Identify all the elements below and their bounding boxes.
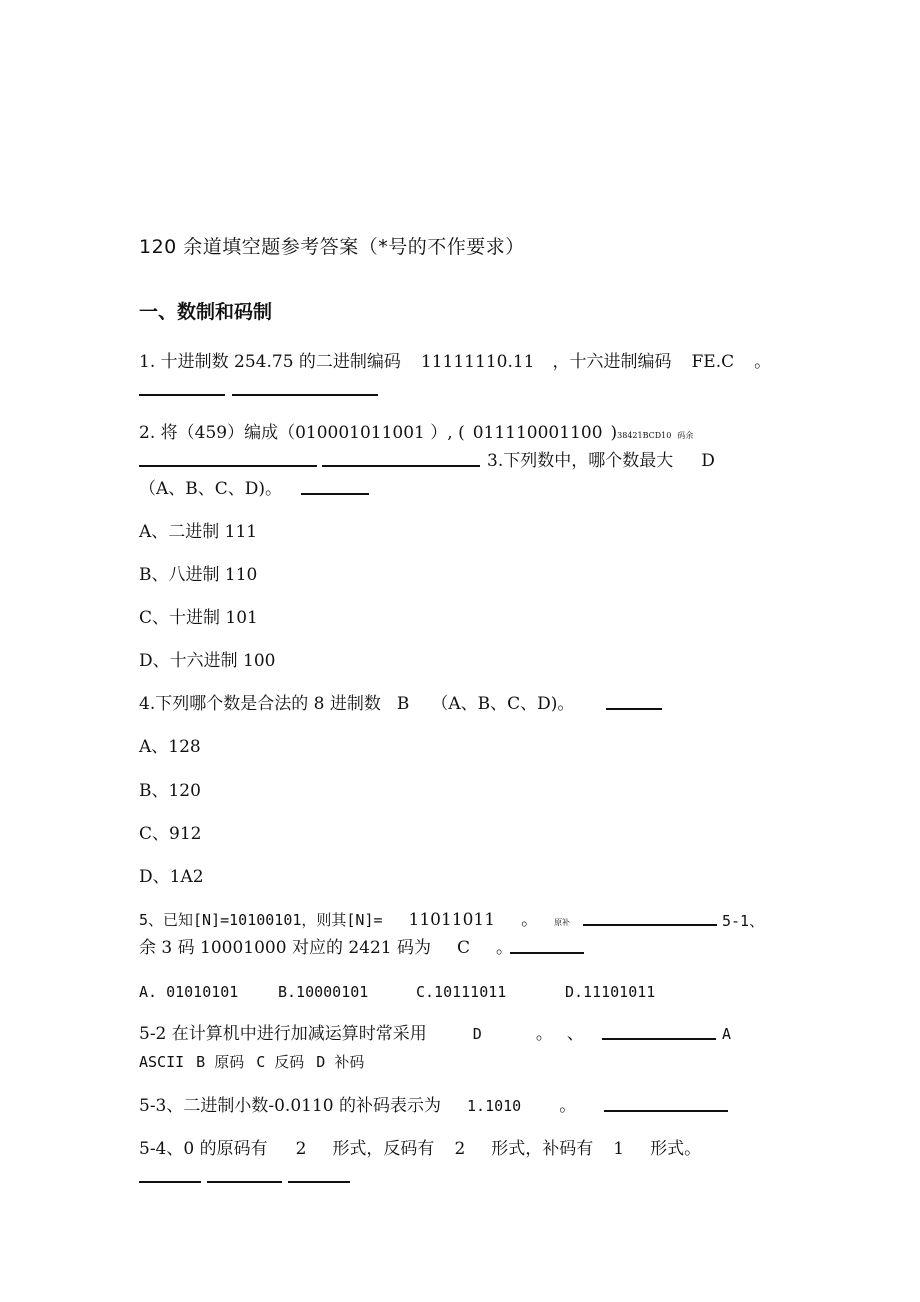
q5-2-option-d: D 补码 [316,1053,365,1071]
blank-underline [139,1181,201,1183]
q3-option-c: C、十进制 101 [139,608,258,628]
q1-text-2: ，十六进制编码 [552,352,672,372]
blank-underline [301,493,369,495]
q5-option-a: A. 01010101 [139,983,239,1001]
document-title: 120 余道填空题参考答案（*号的不作要求） [139,236,525,258]
q5-3-end: 。 [559,1096,577,1116]
q2-subscript: 38421BCD10 [617,431,672,440]
q5-2-option-b: B 原码 [196,1053,245,1071]
question-5 [139,909,570,934]
q3-option-b: B、八进制 110 [139,565,258,585]
q5-1-end: 。 [496,938,514,958]
q4-option-a: A、128 [139,737,201,757]
blank-underline [232,394,378,396]
blank-underline [606,708,662,710]
q3-choices [139,478,282,500]
q5-subscript: 原补 [554,918,571,927]
question-2 [139,422,693,447]
q4-text: 4.下列哪个数是合法的 8 进制数 [139,694,381,714]
q5-2-options [139,1051,364,1073]
q5-2-answer: D [472,1025,482,1043]
blank-underline [288,1181,350,1183]
blank-underline [583,924,717,926]
q2-subscript-2: 码余 [677,431,694,440]
q5-2-text: 5-2 在计算机中进行加减运算时常采用 [139,1024,427,1044]
q5-4-end: 形式。 [650,1139,702,1159]
q5-4-answer-3: 1 [613,1139,625,1159]
q5-4-text-3: 形式，补码有 [491,1139,594,1159]
q5-4-answer-1: 2 [295,1139,307,1159]
q1-answer-hex: FE.C [691,352,735,372]
q5-1-label: 5-1、 [722,912,765,930]
q1-end: 。 [754,352,772,372]
blank-underline [510,952,584,954]
question-5-2 [139,1023,584,1045]
q5-2-option-a: ASCII [139,1053,185,1071]
q4-choices: （A、B、C、D)。 [431,694,575,714]
q3-choices-text: （A、B、C、D)。 [139,479,283,499]
q4-option-d: D、1A2 [139,867,204,887]
q3-text: 3.下列数中，哪个数最大 [487,451,674,471]
q5-answer: 11011011 [408,910,496,930]
q5-2-end: 。 [535,1024,553,1044]
q5-3-answer: 1.1010 [467,1097,522,1115]
blank-underline [139,465,317,467]
q5-4-answer-2: 2 [454,1139,466,1159]
q2-text: 2. 将（459）编成（010001011001 ）, ( [139,423,465,443]
blank-underline [207,1181,282,1183]
q5-1-answer: C [457,938,471,958]
q1-text: 1. 十进制数 254.75 的二进制编码 [139,352,401,372]
q3-answer: D [701,451,715,471]
q5-3-text: 5-3、二进制小数-0.0110 的补码表示为 [139,1096,442,1116]
blank-underline [139,394,225,396]
q5-text: 5、已知[N]=10100101，则其[N]= [139,911,383,929]
section-heading: 一、数制和码制 [139,301,273,323]
blank-underline [602,1038,716,1040]
question-5-1 [139,937,513,959]
q5-2-option-c: C 反码 [256,1053,305,1071]
blank-underline [604,1110,728,1112]
question-4 [139,693,574,715]
q2-answer: 011110001100 [472,423,603,443]
q5-option-b: B.10000101 [278,983,369,1001]
question-1 [139,351,771,373]
question-5-3 [139,1095,576,1117]
q5-4-text-2: 形式，反码有 [332,1139,435,1159]
q4-option-b: B、120 [139,781,201,801]
q5-1-text: 余 3 码 10001000 对应的 2421 码为 [139,938,432,958]
q5-option-d: D.11101011 [565,983,656,1001]
q2-paren: ) [610,423,618,443]
q3-option-a: A、二进制 111 [139,522,258,542]
q4-option-c: C、912 [139,824,202,844]
question-3 [487,450,715,472]
q5-2-sep: 、 [566,1024,584,1044]
q1-answer-binary: 11111110.11 [420,352,535,372]
q5-4-text: 5-4、0 的原码有 [139,1139,268,1159]
q5-option-c: C.10111011 [416,983,507,1001]
question-5-4 [139,1138,701,1160]
q3-option-d: D、十六进制 100 [139,651,276,671]
blank-underline [322,465,480,467]
q4-answer: B [396,694,410,714]
q5-end: 。 [521,910,539,930]
q5-2-option-a-letter: A [722,1025,732,1043]
